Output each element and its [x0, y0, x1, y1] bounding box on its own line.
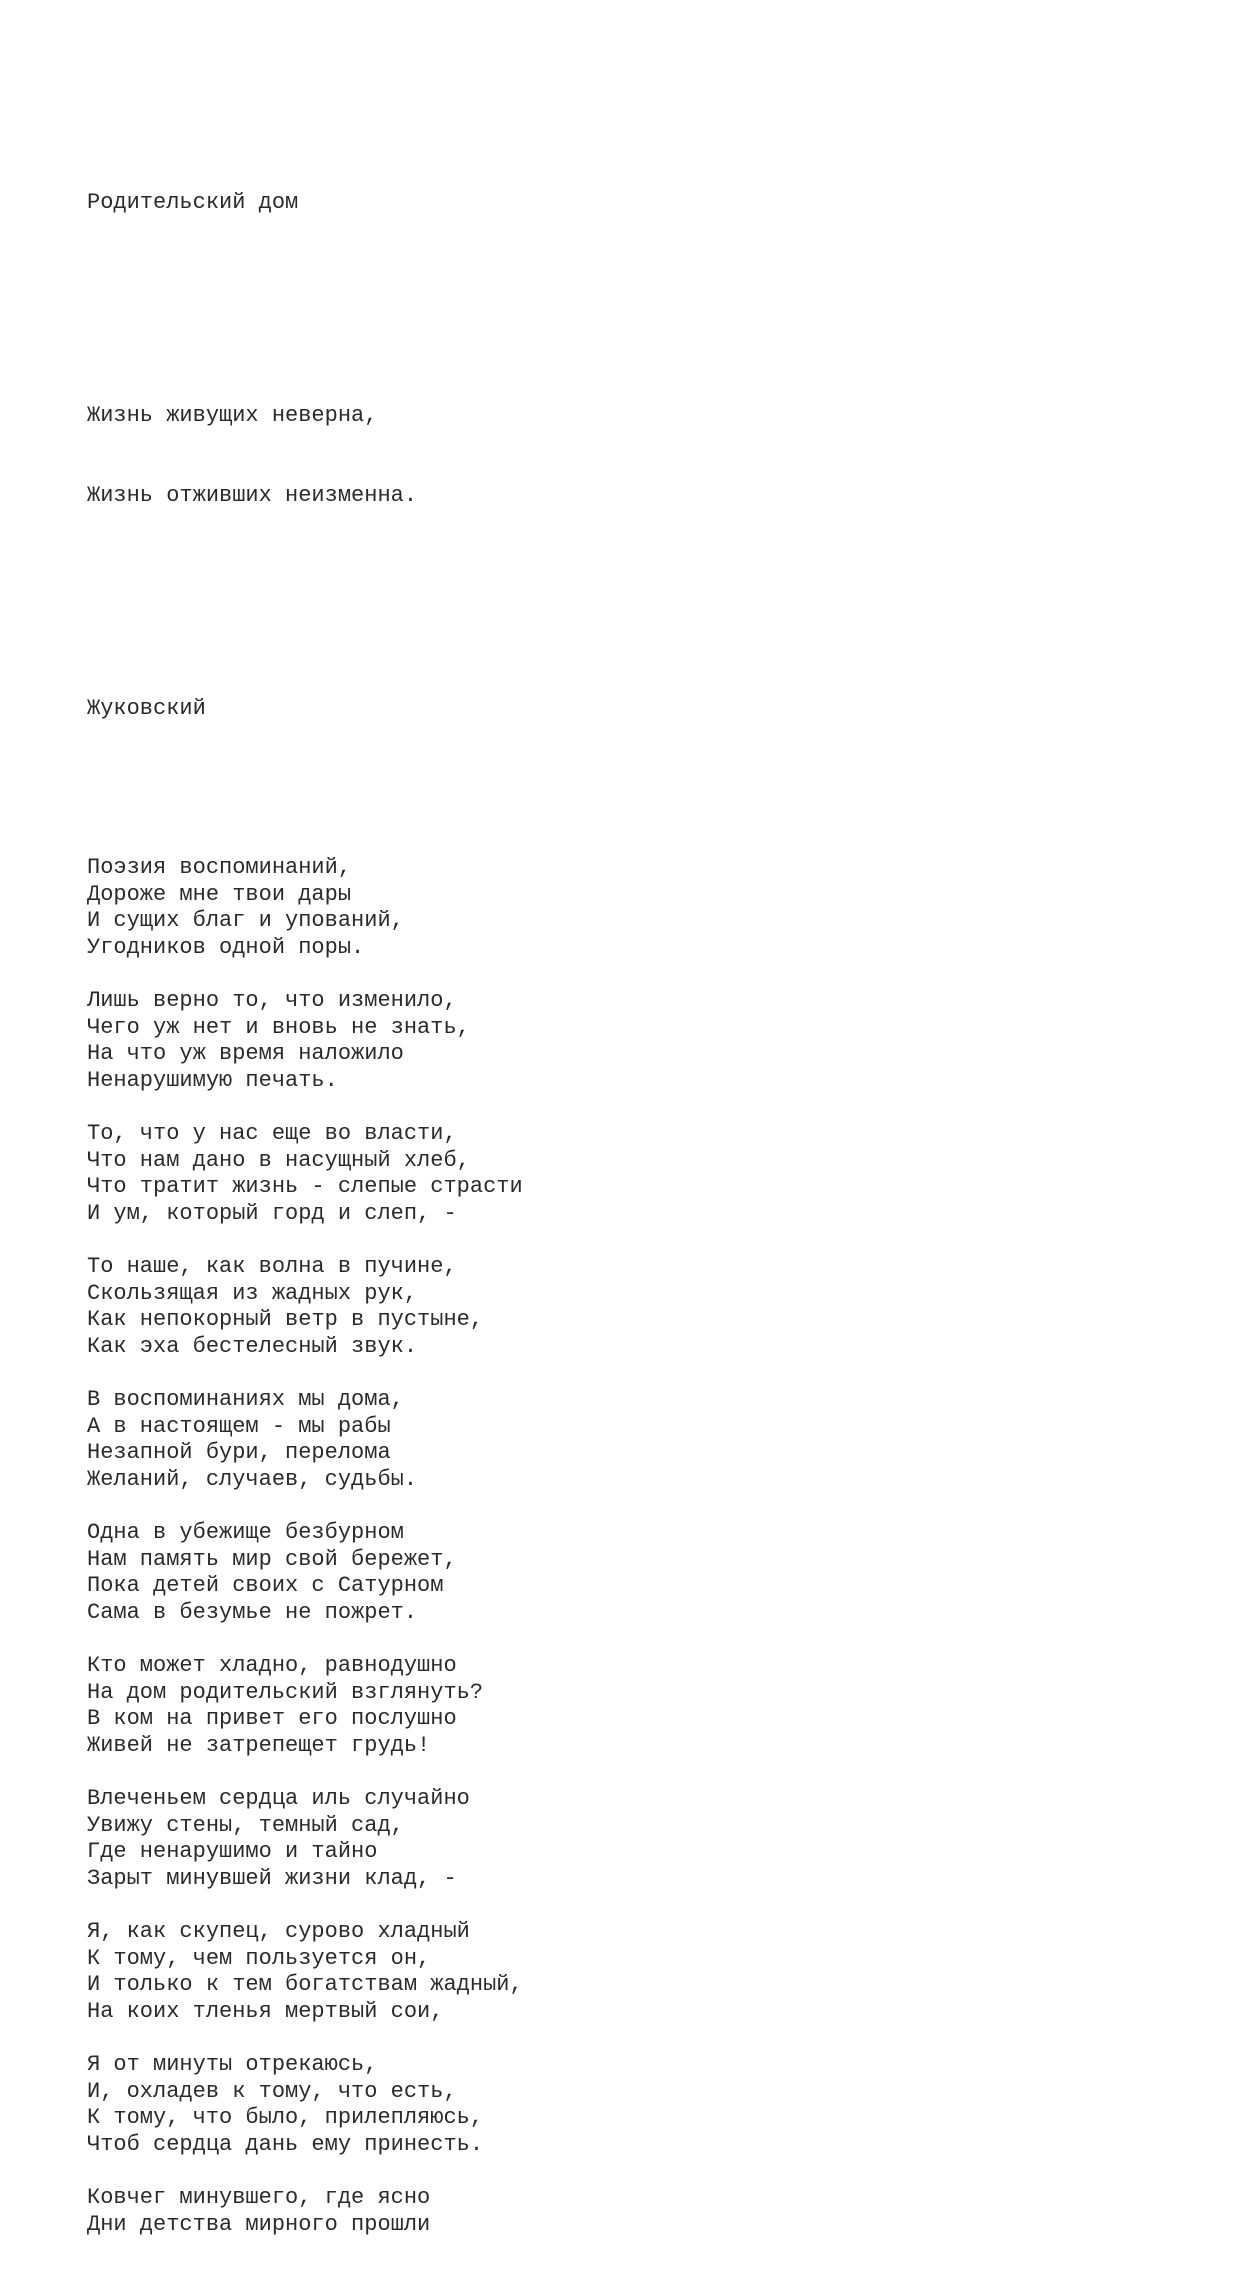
poem-line: И только к тем богатствам жадный, — [87, 1972, 523, 1998]
epigraph — [87, 350, 1187, 563]
stanza — [87, 1520, 1187, 1626]
poem-line: В ком на привет его послушно — [87, 1706, 457, 1732]
epigraph-line: Жизнь живущих неверна, — [87, 403, 378, 429]
stanza — [87, 988, 1187, 1094]
poem-line: То, что у нас еще во власти, — [87, 1121, 457, 1147]
stanza — [87, 2052, 1187, 2158]
poem-line: Чтоб сердца дань ему принесть. — [87, 2131, 484, 2157]
poem-line: Ковчег минувшего, где ясно — [87, 2184, 431, 2210]
poem-line: Как непокорный ветр в пустыне, — [87, 1307, 484, 1333]
epigraph-author-block — [87, 642, 1187, 775]
stanza — [87, 1254, 1187, 1360]
poem-line: Чего уж нет и вновь не знать, — [87, 1014, 470, 1040]
stanza — [87, 1387, 1187, 1493]
poem-line: И, охладев к тому, что есть, — [87, 2078, 457, 2104]
poem-line: Сама в безумье не пожрет. — [87, 1599, 418, 1625]
stanza — [87, 1786, 1187, 1892]
poem-line: Кто может хладно, равнодушно — [87, 1653, 457, 1679]
poem-line: Что нам дано в насущный хлеб, — [87, 1147, 470, 1173]
poem-line: Где ненарушимо и тайно — [87, 1839, 378, 1865]
poem-line: Одна в убежище безбурном — [87, 1520, 404, 1546]
poem-line: А в настоящем - мы рабы — [87, 1413, 391, 1439]
poem-line: Ненарушимую печать. — [87, 1067, 338, 1093]
poem-line: Дороже мне твои дары — [87, 881, 352, 907]
poem-line: Нам память мир свой бережет, — [87, 1546, 457, 1572]
poem-line: Лишь верно то, что изменило, — [87, 988, 457, 1014]
stanza — [87, 2185, 1187, 2238]
poem-line: К тому, что было, прилепляюсь, — [87, 2105, 484, 2131]
poem-line: К тому, чем пользуется он, — [87, 1945, 431, 1971]
poem-line: На коих тленья мертвый сои, — [87, 1998, 444, 2024]
poem-line: Влеченьем сердца иль случайно — [87, 1786, 470, 1811]
poem-line: Незапной бури, перелома — [87, 1440, 391, 1466]
poem-line: Живей не затрепещет грудь! — [87, 1732, 431, 1758]
poem-line: Что тратит жизнь - слепые страсти — [87, 1174, 523, 1200]
poem-line: Дни детства мирного прошли — [87, 2211, 431, 2237]
poem-line: Угодников одной поры. — [87, 935, 365, 960]
stanza — [87, 1653, 1187, 1759]
poem-line: Увижу стены, темный сад, — [87, 1812, 404, 1838]
poem-line: На что уж время наложило — [87, 1041, 404, 1067]
stanza — [87, 855, 1187, 961]
poem-line: В воспоминаниях мы дома, — [87, 1387, 404, 1413]
poem-line: На дом родительский взглянуть? — [87, 1679, 484, 1705]
stanza — [87, 1121, 1187, 1227]
poem-line: Я от минуты отрекаюсь, — [87, 2051, 378, 2077]
stanza — [87, 1919, 1187, 2025]
poem-line: Я, как скупец, сурово хладный — [87, 1918, 470, 1944]
poem-text — [87, 84, 1187, 2291]
poem-line: Скользящая из жадных рук, — [87, 1280, 418, 1306]
poem-line: Пока детей своих с Сатурном — [87, 1573, 444, 1599]
poem-stanzas — [87, 855, 1187, 2238]
poem-line: И ум, который горд и слеп, - — [87, 1200, 457, 1226]
epigraph-author: Жуковский — [87, 695, 206, 721]
poem-title-block — [87, 137, 1187, 270]
poem-line: Желаний, случаев, судьбы. — [87, 1466, 418, 1492]
poem-line: Поэзия воспоминаний, — [87, 855, 352, 881]
poem-title: Родительский дом — [87, 190, 299, 216]
poem-line: Зарыт минувшей жизни клад, - — [87, 1865, 457, 1891]
poem-line: И сущих благ и упований, — [87, 908, 404, 934]
poem-line: Как эха бестелесный звук. — [87, 1333, 418, 1359]
epigraph-line: Жизнь отживших неизменна. — [87, 482, 418, 508]
poem-line: То наше, как волна в пучине, — [87, 1254, 457, 1280]
